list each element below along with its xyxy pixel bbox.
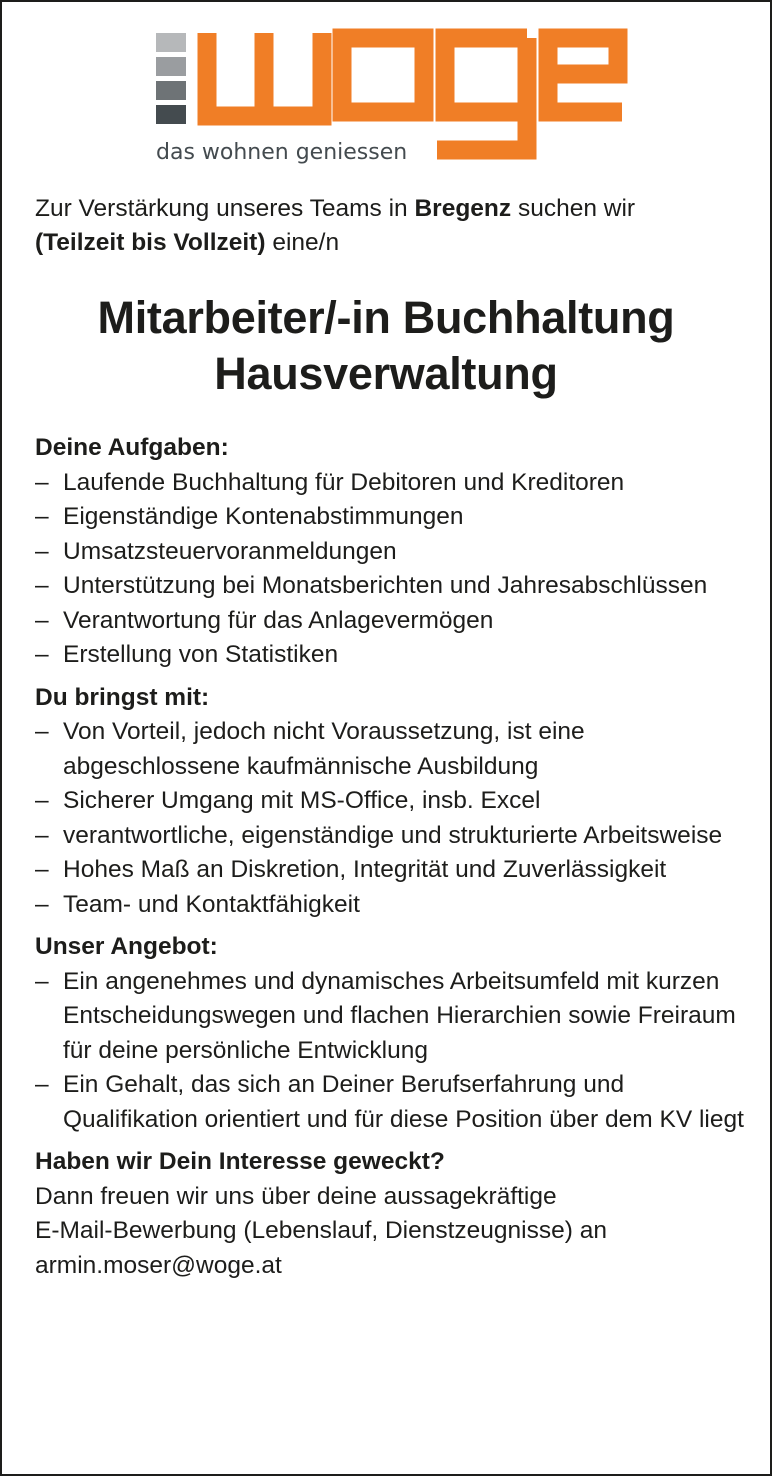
intro-location: Bregenz: [414, 195, 512, 222]
task-item: [35, 638, 745, 673]
requirement-item: [35, 784, 745, 819]
bullet-dash: –: [35, 890, 49, 918]
task-item-text: Laufende Buchhaltung für Debitoren und Kreditoren: [63, 468, 625, 496]
job-title-line2: Hausverwaltung: [214, 348, 558, 399]
bullet-dash: –: [35, 821, 49, 849]
offer-item-text: Ein angenehmes und dynamisches Arbeitsumfeld mit kurzen Entscheidungswegen und flachen Hierarchien sowie Freiraum für deine persönliche Entwicklung: [63, 967, 736, 1064]
requirement-item: [35, 819, 745, 854]
logo-letter-e: [548, 38, 622, 112]
bullet-dash: –: [35, 468, 49, 496]
task-item: [35, 500, 745, 535]
bullet-dash: –: [35, 1071, 49, 1098]
logo-letter-o: [342, 38, 424, 112]
requirement-item: [35, 853, 745, 888]
tasks-heading: Deine Aufgaben:: [35, 434, 229, 461]
bullet-dash: –: [35, 641, 49, 668]
contact-email[interactable]: armin.moser@woge.at: [35, 1251, 282, 1279]
bullet-dash: –: [35, 967, 49, 995]
requirement-item: [35, 888, 745, 923]
bullet-dash: –: [35, 537, 49, 565]
requirement-item-text: Von Vorteil, jedoch nicht Voraussetzung, ist eine abgeschlossene kaufmännische Ausbildung: [63, 718, 585, 780]
requirements-list: [35, 715, 745, 922]
logo-letter-w: [207, 33, 322, 116]
requirement-item-text: Sicherer Umgang mit MS-Office, insb. Excel: [63, 787, 541, 814]
task-item: [35, 604, 745, 639]
tasks-list: [35, 466, 745, 673]
bullet-dash: –: [35, 606, 49, 634]
bullet-dash: –: [35, 856, 49, 883]
intro-part1: Zur Verstärkung unseres Teams in: [35, 195, 415, 222]
requirement-item-text: Hohes Maß an Diskretion, Integrität und Zuverlässigkeit: [63, 856, 667, 883]
requirement-item-text: Team- und Kontaktfähigkeit: [63, 890, 360, 918]
intro-hours: (Teilzeit bis Vollzeit): [35, 229, 266, 256]
logo-bar-1: [156, 33, 186, 52]
contact-line1: Dann freuen wir uns über deine aussagekräftige: [35, 1182, 557, 1210]
logo-letter-g: [437, 38, 527, 150]
task-item-text: Unterstützung bei Monatsberichten und Jahresabschlüssen: [63, 572, 708, 599]
task-item: [35, 569, 745, 604]
task-item-text: Umsatzsteuervoranmeldungen: [63, 537, 397, 565]
job-title-line1: Mitarbeiter/-in Buchhaltung: [97, 292, 675, 343]
logo-bar-4: [156, 105, 186, 124]
requirement-item-text: verantwortliche, eigenständige und strukturierte Arbeitsweise: [63, 821, 723, 849]
intro-text: [35, 192, 740, 260]
bullet-dash: –: [35, 718, 49, 745]
task-item-text: Erstellung von Statistiken: [63, 641, 339, 668]
logo-tagline: das wohnen geniessen: [156, 140, 408, 165]
task-item: [35, 535, 745, 570]
intro-part3: eine/n: [265, 229, 340, 256]
offer-item: [35, 965, 745, 1069]
bullet-dash: –: [35, 503, 49, 530]
offer-heading: Unser Angebot:: [35, 933, 218, 960]
woge-logo: [152, 28, 632, 168]
requirements-heading: Du bringst mit:: [35, 683, 210, 711]
job-title: [0, 290, 772, 402]
offer-item: [35, 1068, 745, 1137]
offer-item-text: Ein Gehalt, das sich an Deiner Berufserfahrung und Qualifikation orientiert und für diese Position über dem KV liegt: [63, 1071, 744, 1133]
bullet-dash: –: [35, 572, 49, 599]
contact-block: [35, 1145, 745, 1283]
ad-body: [35, 431, 745, 1283]
task-item-text: Eigenständige Kontenabstimmungen: [63, 503, 464, 530]
task-item-text: Verantwortung für das Anlagevermögen: [63, 606, 494, 634]
logo-bar-2: [156, 57, 186, 76]
intro-part2: suchen wir: [511, 195, 636, 222]
bullet-dash: –: [35, 787, 49, 814]
contact-line2: E-Mail-Bewerbung (Lebenslauf, Dienstzeugnisse) an: [35, 1217, 607, 1244]
requirement-item: [35, 715, 745, 784]
logo-bar-3: [156, 81, 186, 100]
offer-list: [35, 965, 745, 1138]
task-item: [35, 466, 745, 501]
contact-heading: Haben wir Dein Interesse geweckt?: [35, 1148, 445, 1175]
